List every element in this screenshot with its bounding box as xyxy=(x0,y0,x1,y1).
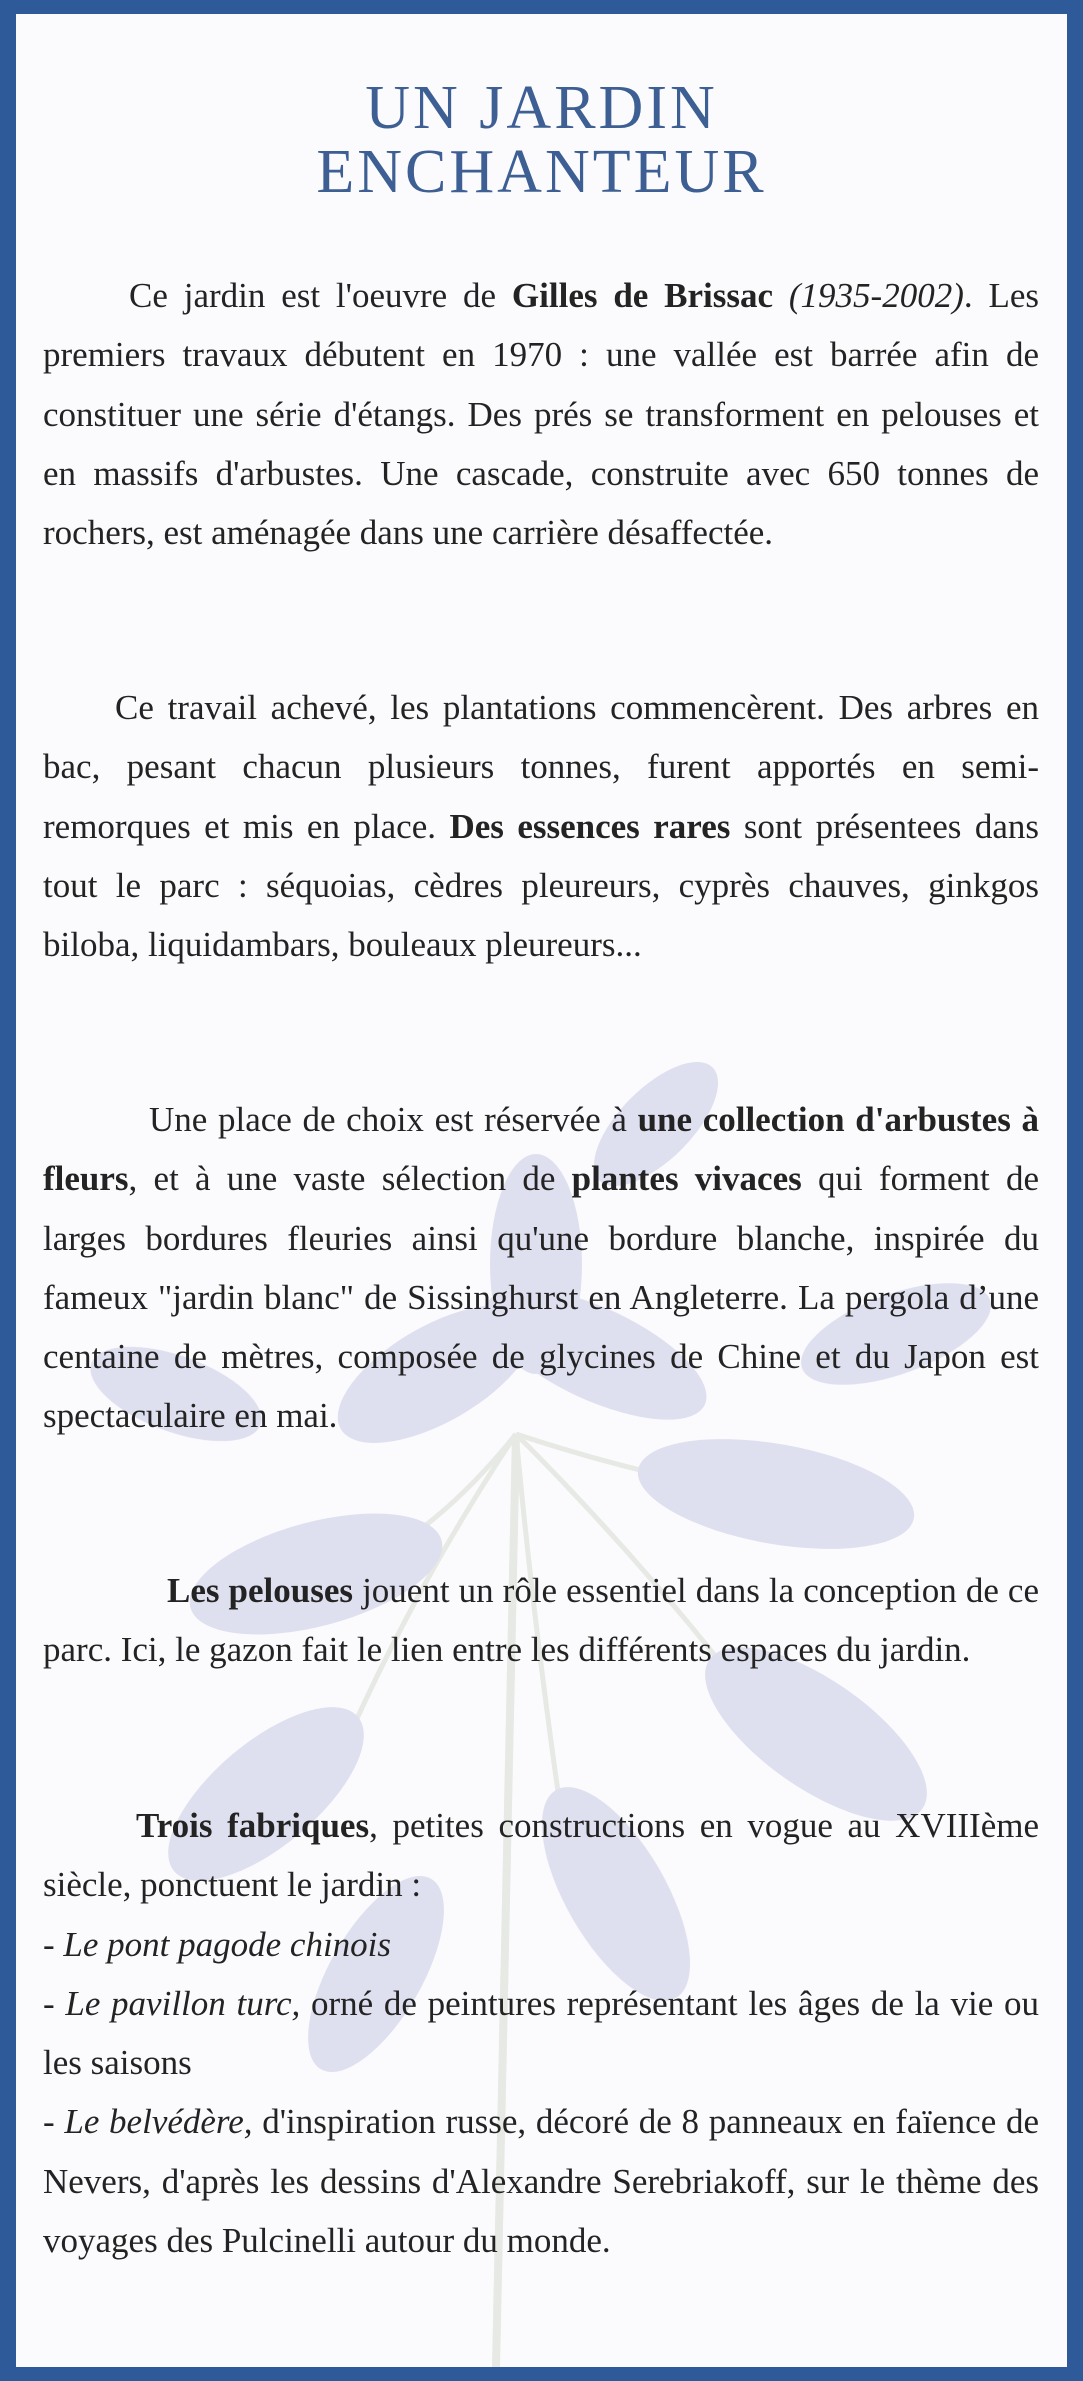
p1-creator-name: Gilles de Brissac xyxy=(511,276,774,315)
p5-three-follies: Trois fabriques xyxy=(136,1806,370,1845)
p3-shrub-collection: une collection d'arbustes à fleurs xyxy=(43,1100,1039,1199)
p3-perennials: plantes vivaces xyxy=(571,1159,802,1199)
page-title xyxy=(16,76,1067,204)
follies-item-pagoda-name: Le pont pagode chinois xyxy=(63,1924,392,1964)
p1-dates: (1935-2002) xyxy=(788,276,964,315)
paragraph-history xyxy=(43,266,1039,562)
p4-text: jouent un rôle essentiel dans la conception de ce parc. Ici, le gazon fait le lien entre les différents espaces du jardin. xyxy=(43,1571,1039,1670)
follies-item-belvedere-desc: d'inspiration russe, décoré de 8 panneaux en faïence de Nevers, d'après les dessins d'Alexandre Serebriakoff, sur le thème des voyages des Pulcinelli autour du monde. xyxy=(43,2102,1039,2261)
paragraph-plantations xyxy=(43,678,1039,974)
follies-item-pavilion xyxy=(43,1974,1039,2093)
title-line-1: UN JARDIN xyxy=(365,74,718,142)
follies-item-pavilion-desc: orné de peintures représentant les âges de la vie ou les saisons xyxy=(43,1983,1039,2083)
p3-text-b: , et à une vaste sélection de xyxy=(128,1159,572,1199)
follies-item-belvedere xyxy=(43,2092,1039,2270)
item-dash: - xyxy=(43,1983,66,2023)
item-dash: - xyxy=(43,2102,65,2142)
p5-intro-text: , petites constructions en vogue au XVIIIème siècle, ponctuent le jardin : xyxy=(43,1806,1039,1905)
p4-lawns: Les pelouses xyxy=(167,1571,354,1610)
p2-text-a: Ce travail achevé, les plantations commencèrent. Des arbres en bac, pesant chacun plusieurs tonnes, furent apportés en semi-remorques et mis en place. xyxy=(43,688,1039,846)
p5-intro xyxy=(43,1796,1039,1915)
paragraph-lawns xyxy=(43,1561,1039,1680)
title-line-2: ENCHANTEUR xyxy=(316,138,767,206)
p2-rare-species: Des essences rares xyxy=(449,806,731,846)
p1-text-b: . Les premiers travaux débutent en 1970 : une vallée est barrée afin de constituer une série d'étangs. Des prés se transforment en pelouses et en massifs d'arbustes. Une cascade, construite avec 650 tonnes de rochers, est aménagée dans une carrière désaffectée. xyxy=(43,276,1040,553)
p2-text-b: sont présentees dans tout le parc : séquoias, cèdres pleureurs, cyprès chauves, ginkgos biloba, liquidambars, bouleaux pleureurs... xyxy=(43,806,1039,965)
follies-item-pavilion-name: Le pavillon turc, xyxy=(65,1983,301,2023)
brochure-page xyxy=(16,14,1067,2367)
follies-item-pagoda xyxy=(43,1915,1039,1974)
p1-text-a: Ce jardin est l'oeuvre de xyxy=(129,276,512,315)
paragraph-collection xyxy=(43,1090,1039,1446)
item-dash: - xyxy=(43,1924,64,1964)
follies-item-belvedere-name: Le belvédère, xyxy=(64,2102,253,2142)
paragraph-follies xyxy=(43,1796,1039,2270)
p3-text-a: Une place de choix est réservée à xyxy=(149,1100,638,1139)
p3-text-c: qui forment de larges bordures fleuries ainsi qu'une bordure blanche, inspirée du fameux "jardin blanc" de Sissinghurst en Angleterre. La pergola d’une centaine de mètres, composée de glycines de Chine et du Japon est spectaculaire en mai. xyxy=(43,1159,1039,1436)
